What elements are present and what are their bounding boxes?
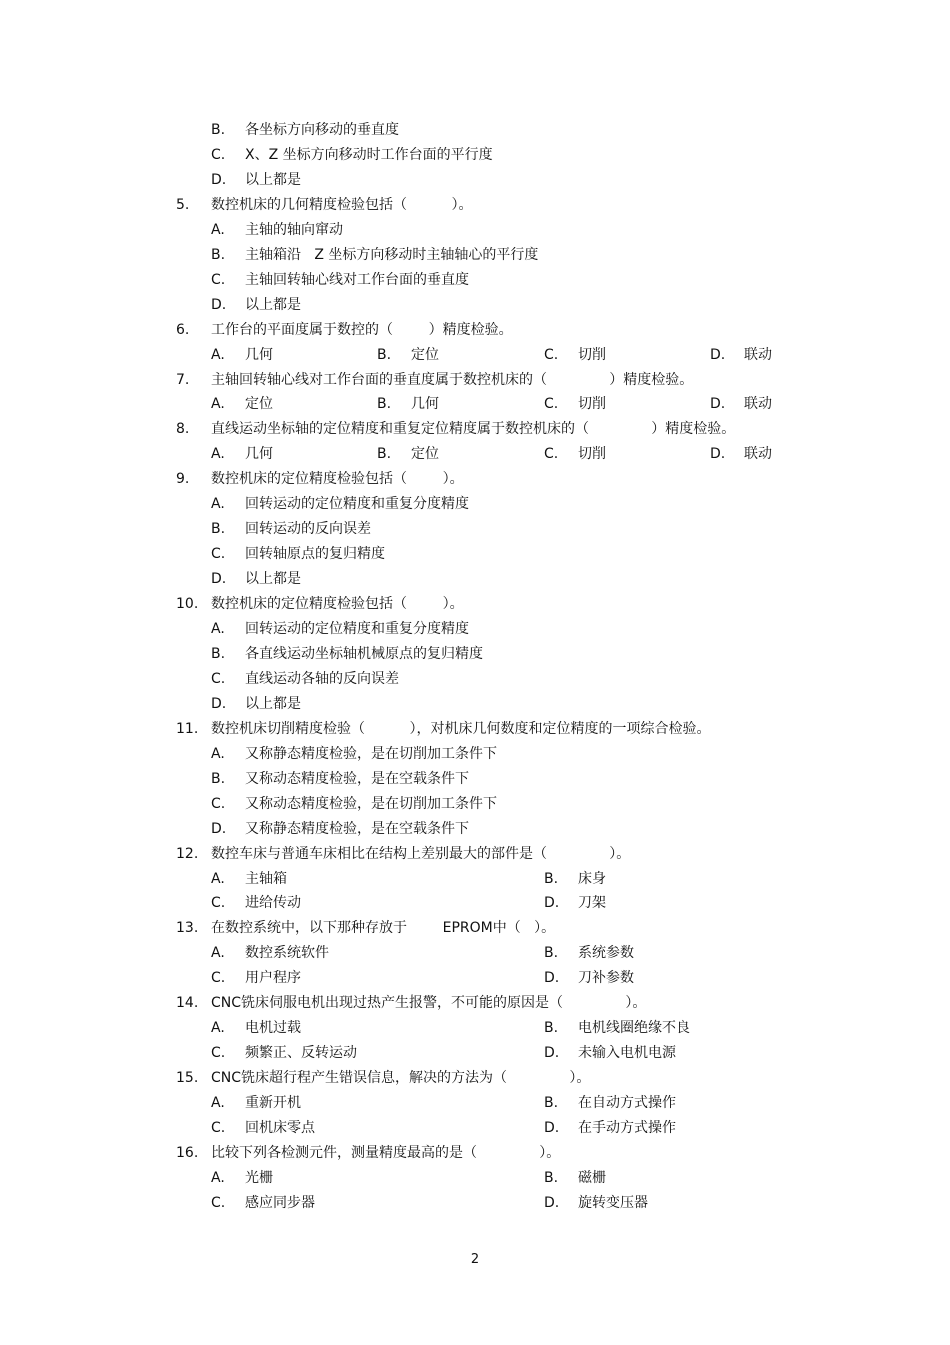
option-letter: A.: [211, 945, 225, 961]
option-line: [0, 944, 950, 962]
option-text: 主轴箱: [245, 871, 287, 887]
option-line: [0, 1094, 950, 1112]
option-text: 主轴箱沿 Z 坐标方向移动时主轴轴心的平行度: [245, 247, 539, 263]
option-line: [0, 645, 950, 663]
option-text: 主轴的轴向窜动: [245, 222, 343, 238]
option-line: [0, 870, 950, 888]
option-line: [0, 894, 950, 912]
option-letter: A.: [211, 222, 225, 238]
option-line: [0, 695, 950, 713]
option-text: 联动: [744, 446, 772, 462]
option-line: [0, 1169, 950, 1187]
option-letter: C.: [211, 1045, 226, 1061]
question-text: 在数控系统中，以下那种存放于 EPROM中（ ）。: [211, 920, 556, 936]
option-line: [0, 121, 950, 139]
option-text: 又称静态精度检验，是在切削加工条件下: [245, 746, 497, 762]
option-line: [0, 795, 950, 813]
option-letter: C.: [211, 796, 226, 812]
option-text: 切削: [578, 347, 606, 363]
question-number: 14.: [176, 995, 199, 1011]
option-line: [0, 346, 950, 364]
option-letter: C.: [211, 895, 226, 911]
option-line: [0, 246, 950, 264]
option-letter: D.: [710, 347, 726, 363]
option-letter: A.: [211, 446, 225, 462]
question-text: CNC铣床伺服电机出现过热产生报警，不可能的原因是（ ）。: [211, 995, 647, 1011]
question-line: [0, 1069, 950, 1087]
option-text: 进给传动: [245, 895, 301, 911]
question-text: 数控机床的定位精度检验包括（ ）。: [211, 471, 464, 487]
question-text: 数控机床的定位精度检验包括（ ）。: [211, 596, 464, 612]
option-letter: D.: [710, 396, 726, 412]
option-text: 电机过载: [245, 1020, 301, 1036]
option-text: 切削: [578, 446, 606, 462]
option-line: [0, 171, 950, 189]
question-text: 数控机床的几何精度检验包括（ ）。: [211, 197, 473, 213]
option-letter: C.: [211, 147, 226, 163]
question-number: 9.: [176, 471, 190, 487]
page-number: 2: [470, 1252, 480, 1267]
question-text: 数控车床与普通车床相比在结构上差别最大的部件是（ ）。: [211, 846, 631, 862]
option-text: 又称静态精度检验，是在空载条件下: [245, 821, 469, 837]
question-line: [0, 321, 950, 339]
option-line: [0, 770, 950, 788]
option-line: [0, 146, 950, 164]
option-letter: D.: [544, 970, 560, 986]
option-text: 在自动方式操作: [578, 1095, 676, 1111]
option-text: 几何: [245, 347, 273, 363]
option-letter: A.: [211, 396, 225, 412]
question-number: 13.: [176, 920, 199, 936]
option-text: 回转运动的反向误差: [245, 521, 371, 537]
option-text: 直线运动各轴的反向误差: [245, 671, 399, 687]
option-letter: A.: [211, 1170, 225, 1186]
option-letter: B.: [377, 446, 392, 462]
option-text: 以上都是: [245, 297, 301, 313]
question-line: [0, 919, 950, 937]
option-letter: C.: [211, 970, 226, 986]
option-text: 以上都是: [245, 571, 301, 587]
option-line: [0, 296, 950, 314]
option-text: 旋转变压器: [578, 1195, 648, 1211]
option-text: 主轴回转轴心线对工作台面的垂直度: [245, 272, 469, 288]
question-text: 比较下列各检测元件，测量精度最高的是（ ）。: [211, 1145, 561, 1161]
option-line: [0, 969, 950, 987]
option-text: 重新开机: [245, 1095, 301, 1111]
option-text: 以上都是: [245, 696, 301, 712]
question-line: [0, 470, 950, 488]
option-letter: B.: [211, 771, 226, 787]
question-number: 5.: [176, 197, 190, 213]
option-letter: B.: [544, 871, 559, 887]
option-letter: A.: [211, 496, 225, 512]
option-text: 各坐标方向移动的垂直度: [245, 122, 399, 138]
option-text: 各直线运动坐标轴机械原点的复归精度: [245, 646, 483, 662]
option-letter: D.: [544, 1045, 560, 1061]
option-line: [0, 1044, 950, 1062]
option-line: [0, 545, 950, 563]
option-line: [0, 495, 950, 513]
option-text: 几何: [411, 396, 439, 412]
option-text: 床身: [578, 871, 606, 887]
option-text: 在手动方式操作: [578, 1120, 676, 1136]
option-letter: B.: [544, 1170, 559, 1186]
option-letter: C.: [544, 446, 559, 462]
question-number: 6.: [176, 322, 190, 338]
question-number: 10.: [176, 596, 199, 612]
option-letter: A.: [211, 621, 225, 637]
option-text: 数控系统软件: [245, 945, 329, 961]
option-text: 以上都是: [245, 172, 301, 188]
option-text: 频繁正、反转运动: [245, 1045, 357, 1061]
option-letter: A.: [211, 746, 225, 762]
option-letter: D.: [710, 446, 726, 462]
option-text: X、Z 坐标方向移动时工作台面的平行度: [245, 147, 493, 163]
option-text: 回转运动的定位精度和重复分度精度: [245, 496, 469, 512]
option-line: [0, 745, 950, 763]
option-text: 未输入电机电源: [578, 1045, 676, 1061]
option-letter: B.: [544, 1095, 559, 1111]
option-letter: B.: [211, 521, 226, 537]
option-text: 联动: [744, 347, 772, 363]
option-text: 又称动态精度检验，是在空载条件下: [245, 771, 469, 787]
option-letter: D.: [211, 297, 227, 313]
option-letter: D.: [211, 172, 227, 188]
option-letter: C.: [211, 1120, 226, 1136]
question-number: 11.: [176, 721, 199, 737]
option-letter: C.: [544, 347, 559, 363]
question-number: 15.: [176, 1070, 199, 1086]
option-letter: B.: [211, 247, 226, 263]
option-line: [0, 820, 950, 838]
option-letter: D.: [211, 696, 227, 712]
option-line: [0, 620, 950, 638]
question-number: 16.: [176, 1145, 199, 1161]
option-text: 联动: [744, 396, 772, 412]
question-text: 主轴回转轴心线对工作台面的垂直度属于数控机床的（ ）精度检验。: [211, 372, 694, 388]
option-letter: D.: [544, 1195, 560, 1211]
option-letter: D.: [211, 821, 227, 837]
option-letter: B.: [544, 945, 559, 961]
option-text: 用户程序: [245, 970, 301, 986]
option-line: [0, 1119, 950, 1137]
question-number: 7.: [176, 372, 190, 388]
option-text: 磁栅: [578, 1170, 606, 1186]
question-text: 数控机床切削精度检验（ ），对机床几何数度和定位精度的一项综合检验。: [211, 721, 711, 737]
option-text: 刀补参数: [578, 970, 634, 986]
option-text: 回转轴原点的复归精度: [245, 546, 385, 562]
option-letter: A.: [211, 347, 225, 363]
option-text: 刀架: [578, 895, 606, 911]
option-letter: B.: [211, 122, 226, 138]
option-text: 电机线圈绝缘不良: [578, 1020, 690, 1036]
option-text: 切削: [578, 396, 606, 412]
question-line: [0, 371, 950, 389]
option-text: 定位: [245, 396, 273, 412]
option-letter: B.: [544, 1020, 559, 1036]
option-letter: C.: [211, 1195, 226, 1211]
option-letter: D.: [544, 895, 560, 911]
question-number: 8.: [176, 421, 190, 437]
option-letter: D.: [544, 1120, 560, 1136]
question-text: 直线运动坐标轴的定位精度和重复定位精度属于数控机床的（ ）精度检验。: [211, 421, 736, 437]
option-text: 又称动态精度检验，是在切削加工条件下: [245, 796, 497, 812]
option-letter: B.: [377, 347, 392, 363]
option-text: 光栅: [245, 1170, 273, 1186]
option-letter: A.: [211, 1095, 225, 1111]
option-letter: B.: [211, 646, 226, 662]
option-letter: B.: [377, 396, 392, 412]
question-line: [0, 1144, 950, 1162]
question-line: [0, 994, 950, 1012]
option-letter: A.: [211, 1020, 225, 1036]
option-letter: A.: [211, 871, 225, 887]
question-line: [0, 196, 950, 214]
option-line: [0, 520, 950, 538]
option-line: [0, 1019, 950, 1037]
option-text: 定位: [411, 446, 439, 462]
option-text: 几何: [245, 446, 273, 462]
option-text: 回机床零点: [245, 1120, 315, 1136]
option-letter: C.: [211, 546, 226, 562]
option-line: [0, 1194, 950, 1212]
question-line: [0, 845, 950, 863]
question-number: 12.: [176, 846, 199, 862]
option-line: [0, 670, 950, 688]
option-text: 回转运动的定位精度和重复分度精度: [245, 621, 469, 637]
option-line: [0, 570, 950, 588]
option-line: [0, 271, 950, 289]
option-line: [0, 221, 950, 239]
option-letter: D.: [211, 571, 227, 587]
question-text: 工作台的平面度属于数控的（ ）精度检验。: [211, 322, 513, 338]
question-text: CNC铣床超行程产生错误信息，解决的方法为（ ）。: [211, 1070, 591, 1086]
option-text: 定位: [411, 347, 439, 363]
question-line: [0, 595, 950, 613]
option-letter: C.: [211, 671, 226, 687]
option-letter: C.: [211, 272, 226, 288]
option-text: 感应同步器: [245, 1195, 315, 1211]
option-line: [0, 445, 950, 463]
question-line: [0, 720, 950, 738]
option-text: 系统参数: [578, 945, 634, 961]
option-line: [0, 395, 950, 413]
question-line: [0, 420, 950, 438]
option-letter: C.: [544, 396, 559, 412]
